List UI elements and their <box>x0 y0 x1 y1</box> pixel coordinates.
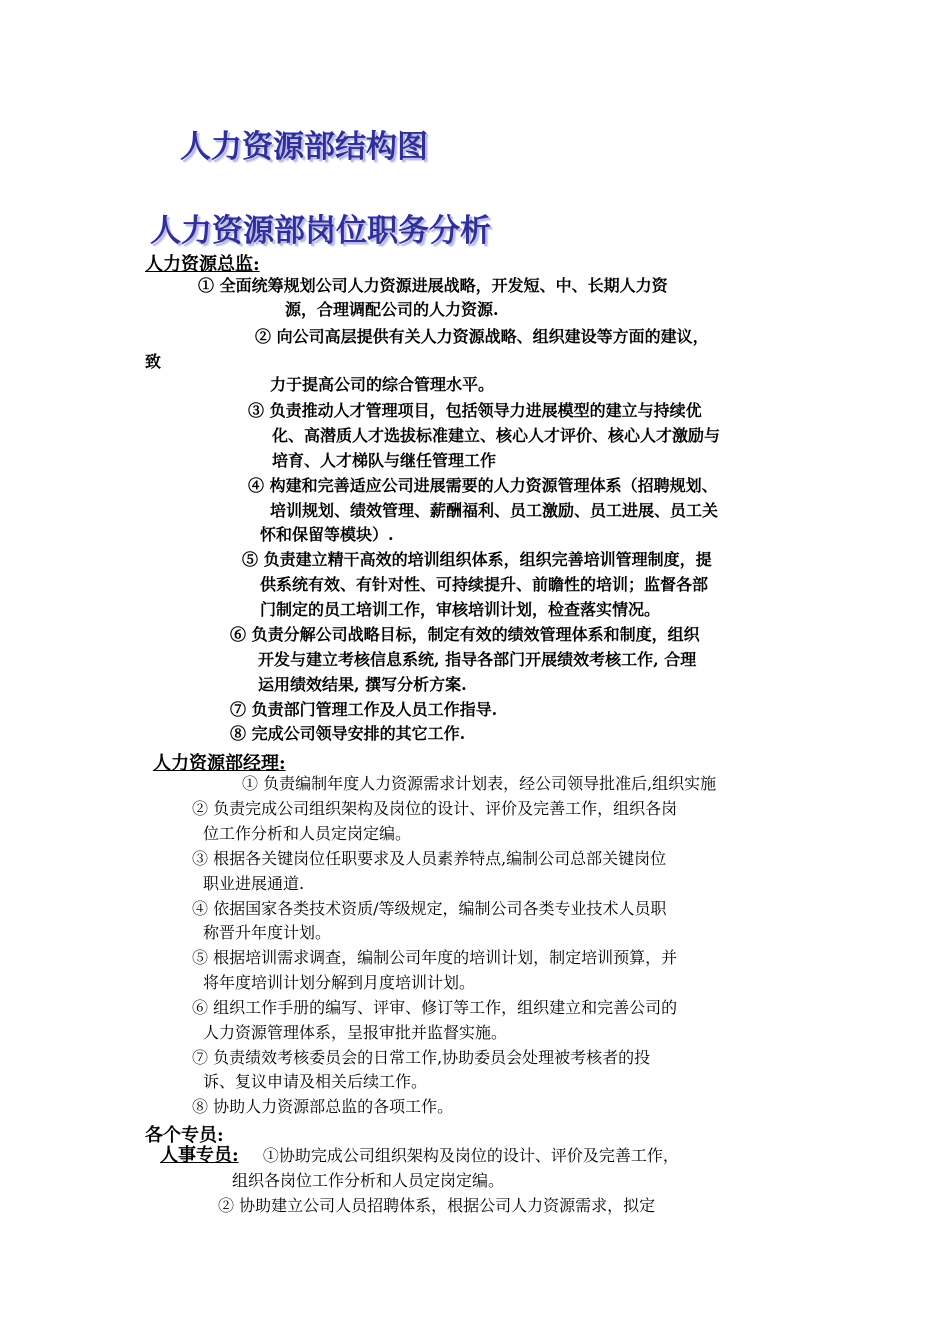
manager-line: ⑤ 根据培训需求调查，编制公司年度的培训计划，制定培训预算，并 <box>192 948 678 967</box>
director-line: 培训规划、绩效管理、薪酬福利、员工激励、员工进展、员工关 <box>270 501 719 520</box>
manager-line: ① 负责编制年度人力资源需求计划表，经公司领导批准后,组织实施 <box>242 774 717 793</box>
manager-line: ④ 依据国家各类技术资质/等级规定，编制公司各类专业技术人员职 <box>192 899 667 918</box>
manager-line: ⑥ 组织工作手册的编写、评审、修订等工作，组织建立和完善公司的 <box>192 998 678 1017</box>
director-line: ⑤ 负责建立精干高效的培训组织体系，组织完善培训管理制度，提 <box>242 550 712 569</box>
director-line: 源，合理调配公司的人力资源. <box>285 300 499 319</box>
director-line: 开发与建立考核信息系统, 指导各部门开展绩效考核工作, 合理 <box>258 650 697 669</box>
director-line: ⑥ 负责分解公司战略目标，制定有效的绩效管理体系和制度，组织 <box>230 625 700 644</box>
director-line: ⑧ 完成公司领导安排的其它工作. <box>230 724 466 743</box>
manager-line: 称晋升年度计划。 <box>203 923 332 942</box>
director-line: 力于提高公司的综合管理水平。 <box>270 375 495 394</box>
director-line: 运用绩效结果, 撰写分析方案. <box>258 675 467 694</box>
manager-line: ⑦ 负责绩效考核委员会的日常工作,协助委员会处理被考核者的投 <box>192 1048 651 1067</box>
manager-line: 诉、复议申请及相关后续工作。 <box>203 1072 428 1091</box>
manager-line: 职业进展通道. <box>203 874 305 893</box>
position-analysis-title: 人力资源部岗位职务分析 <box>150 213 491 249</box>
manager-line: 将年度培训计划分解到月度培训计划。 <box>203 973 476 992</box>
hr-specialist-line: ①协助完成公司组织架构及岗位的设计、评价及完善工作， <box>262 1146 679 1165</box>
director-line: ③ 负责推动人才管理项目，包括领导力进展模型的建立与持续优 <box>248 401 702 420</box>
director-line: ④ 构建和完善适应公司进展需要的人力资源管理体系（招聘规划、 <box>248 476 718 495</box>
hr-specialist-first-line <box>160 1144 679 1168</box>
specialists-heading: 各个专员: <box>145 1125 224 1146</box>
director-line: 培育、人才梯队与继任管理工作 <box>272 451 497 470</box>
hr-specialist-line: 组织各岗位工作分析和人员定岗定编。 <box>232 1171 505 1190</box>
manager-line: 人力资源管理体系，呈报审批并监督实施。 <box>203 1023 508 1042</box>
director-heading: 人力资源总监: <box>145 254 260 275</box>
director-line: ① 全面统筹规划公司人力资源进展战略，开发短、中、长期人力资 <box>198 276 668 295</box>
director-line: ⑦ 负责部门管理工作及人员工作指导. <box>230 700 498 719</box>
manager-line: ③ 根据各关键岗位任职要求及人员素养特点,编制公司总部关键岗位 <box>192 849 667 868</box>
manager-line: ⑧ 协助人力资源部总监的各项工作。 <box>192 1097 454 1116</box>
manager-line: ② 负责完成公司组织架构及岗位的设计、评价及完善工作，组织各岗 <box>192 799 678 818</box>
director-line: ② 向公司高层提供有关人力资源战略、组织建设等方面的建议， <box>255 327 709 346</box>
structure-chart-title: 人力资源部结构图 <box>180 129 428 165</box>
manager-line: 位工作分析和人员定岗定编。 <box>203 824 412 843</box>
hr-specialist-line: ② 协助建立公司人员招聘体系，根据公司人力资源需求，拟定 <box>218 1196 656 1215</box>
director-line: 致 <box>145 352 162 371</box>
director-line: 门制定的员工培训工作，审核培训计划，检查落实情况。 <box>260 600 661 619</box>
director-line: 化、高潜质人才选拔标准建立、核心人才评价、核心人才激励与 <box>272 426 721 445</box>
director-line: 供系统有效、有针对性、可持续提升、前瞻性的培训；监督各部 <box>260 575 709 594</box>
director-line: 怀和保留等模块）. <box>260 525 394 544</box>
manager-heading: 人力资源部经理: <box>153 753 286 774</box>
hr-specialist-heading: 人事专员: <box>160 1145 239 1166</box>
